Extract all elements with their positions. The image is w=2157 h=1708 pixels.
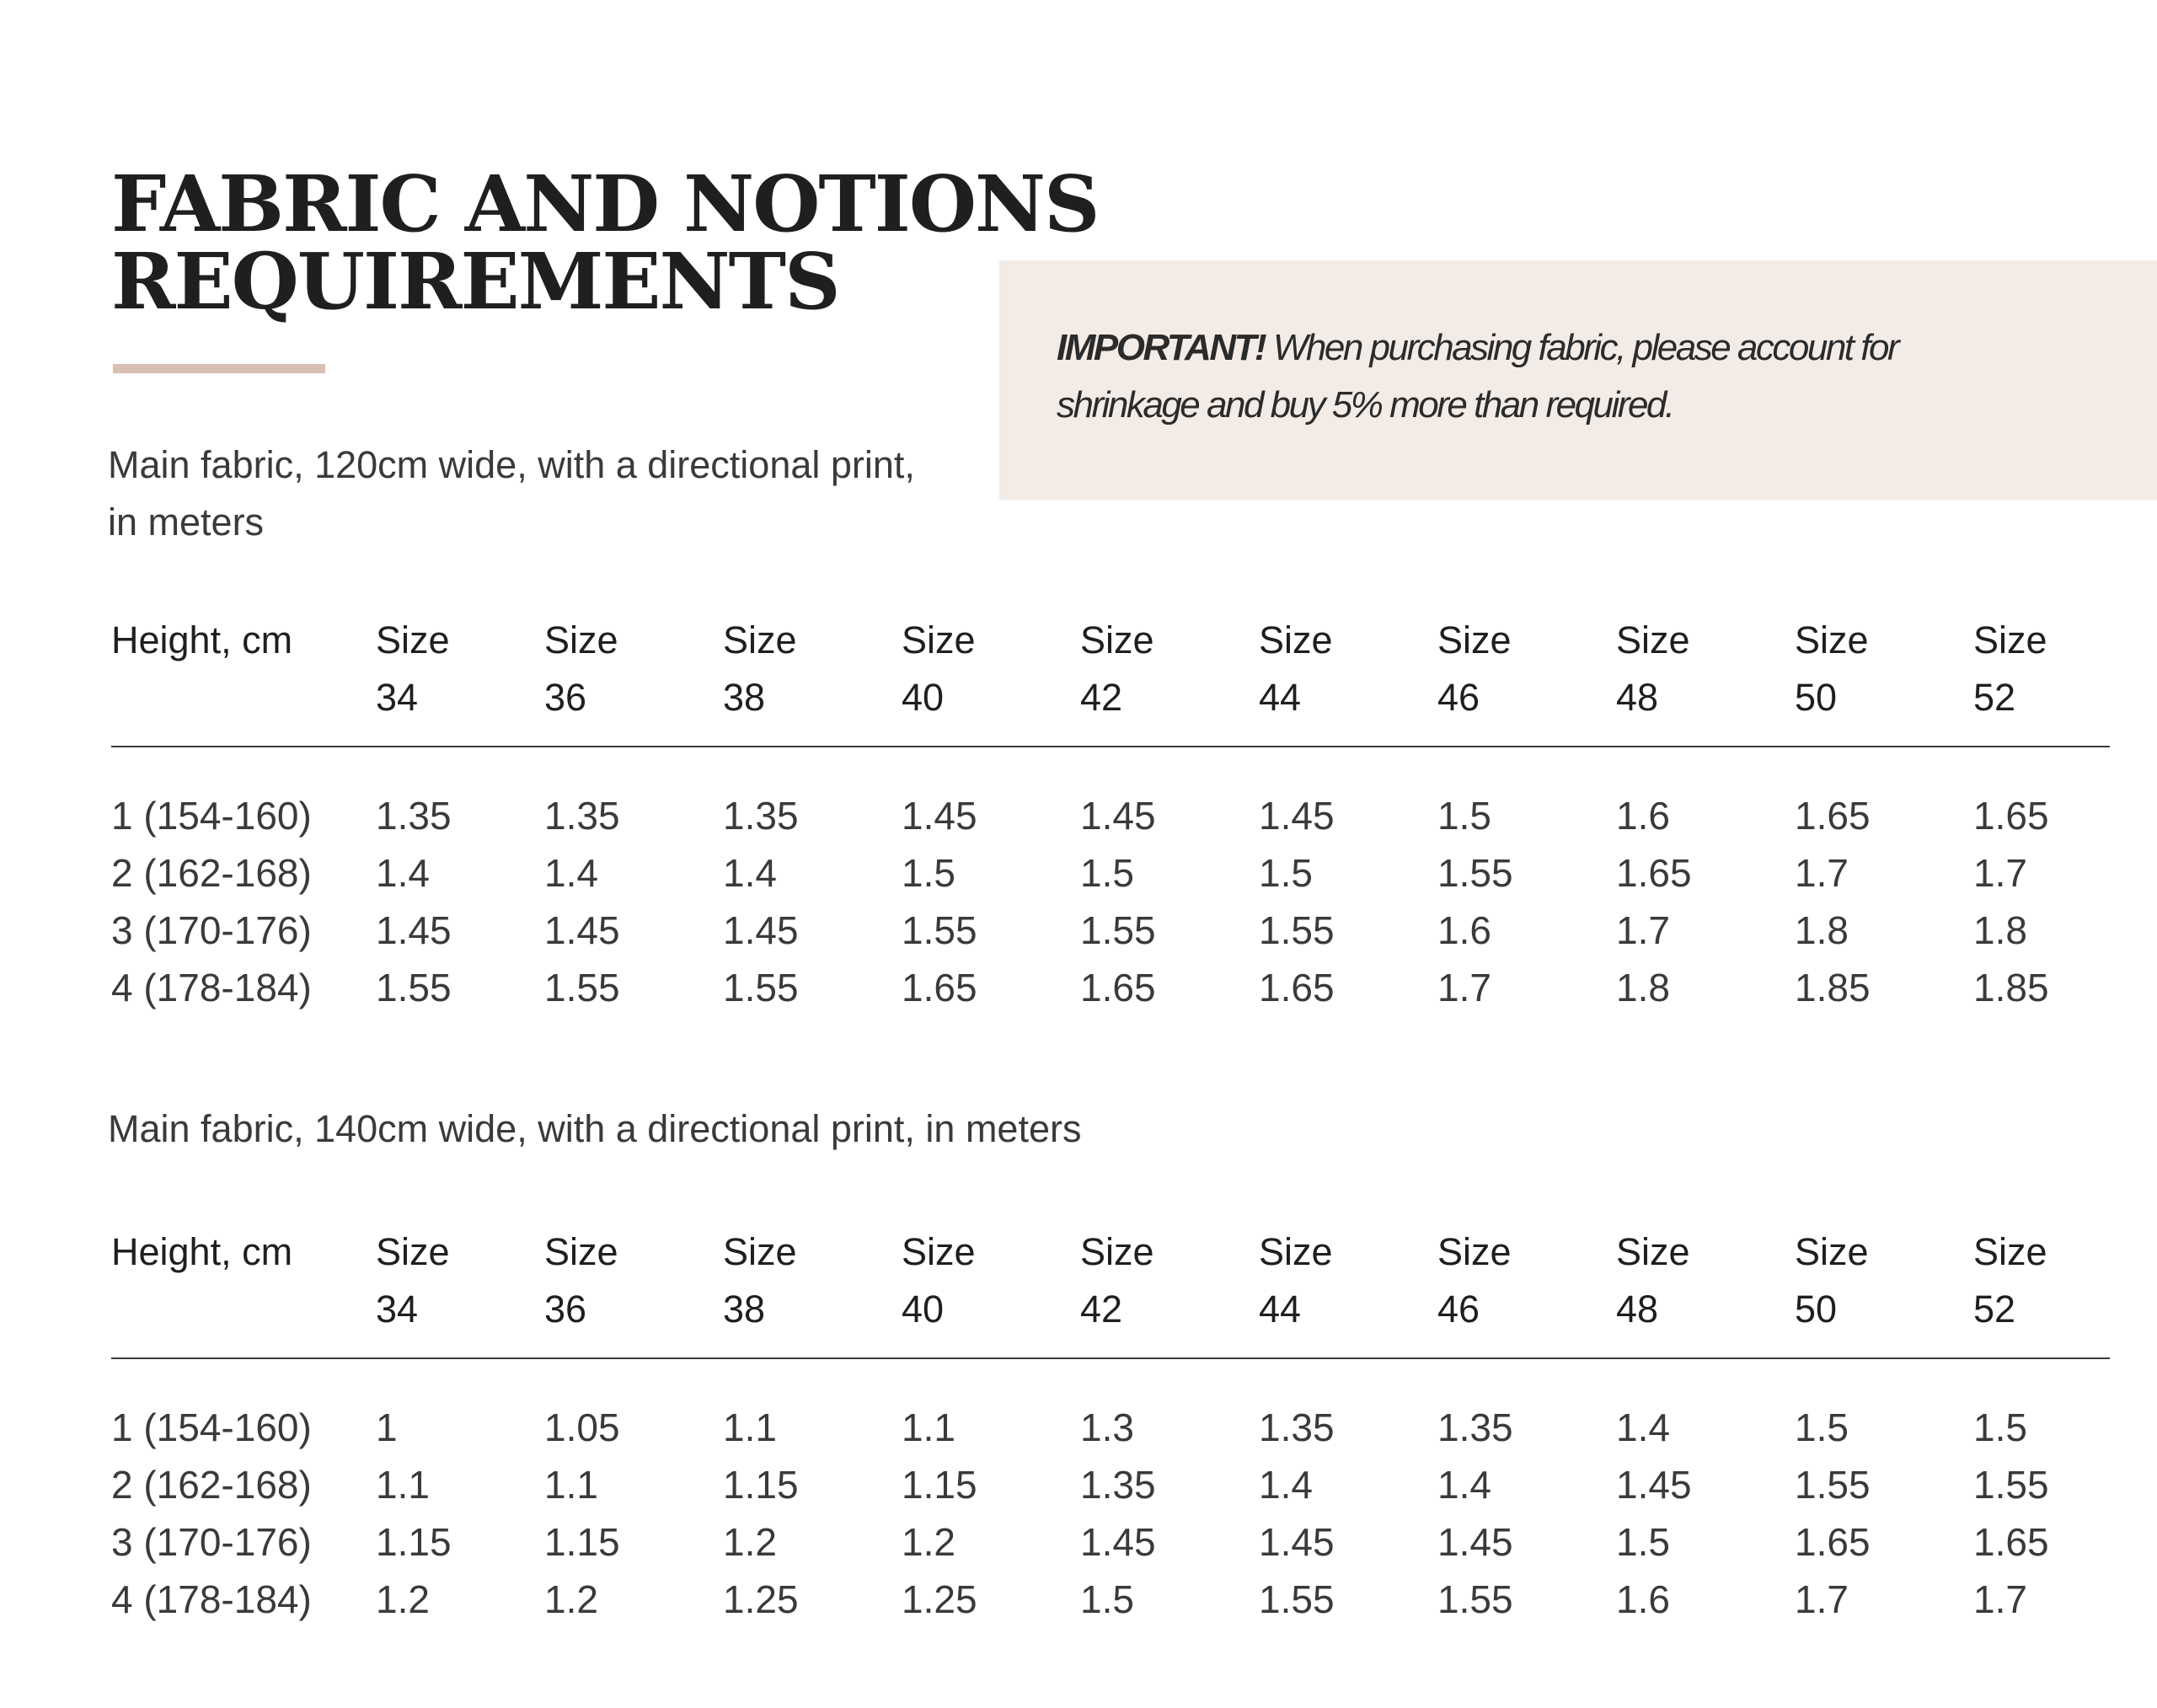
height-column-header: Height, cm bbox=[111, 1230, 293, 1273]
value-cell: 1.2 bbox=[544, 1577, 598, 1621]
size-number: 50 bbox=[1795, 676, 1838, 719]
size-number: 34 bbox=[376, 1288, 419, 1331]
size-number: 46 bbox=[1437, 676, 1480, 719]
size-word: Size bbox=[1080, 618, 1154, 661]
size-column-header bbox=[1795, 1223, 1869, 1338]
size-number: 36 bbox=[544, 1288, 587, 1331]
value-cell: 1.5 bbox=[1259, 851, 1313, 895]
size-column-header bbox=[902, 612, 976, 726]
value-cell: 1.35 bbox=[1437, 1405, 1513, 1449]
value-cell: 1.45 bbox=[1616, 1463, 1692, 1507]
size-number: 44 bbox=[1259, 1288, 1302, 1331]
important-notice-text bbox=[1057, 319, 1983, 434]
size-word: Size bbox=[1973, 1230, 2047, 1273]
size-word: Size bbox=[1795, 1230, 1869, 1273]
table-row bbox=[111, 902, 2110, 959]
size-number: 48 bbox=[1616, 1288, 1659, 1331]
value-cell: 1.25 bbox=[723, 1577, 799, 1621]
size-word: Size bbox=[1259, 618, 1333, 661]
value-cell: 1.6 bbox=[1616, 794, 1670, 838]
height-cell: 2 (162-168) bbox=[111, 851, 312, 895]
header-divider bbox=[111, 1357, 2110, 1359]
size-word: Size bbox=[544, 618, 618, 661]
table-body bbox=[111, 787, 2110, 1016]
size-word: Size bbox=[1437, 618, 1512, 661]
value-cell: 1.65 bbox=[1973, 794, 2049, 838]
size-column-header bbox=[1616, 1223, 1690, 1338]
size-word: Size bbox=[902, 1230, 976, 1273]
value-cell: 1.45 bbox=[1259, 1520, 1335, 1564]
value-cell: 1.7 bbox=[1973, 851, 2027, 895]
table-caption-120cm: Main fabric, 120cm wide, with a directional print, in meters bbox=[108, 443, 915, 543]
size-number: 38 bbox=[723, 676, 766, 719]
value-cell: 1.55 bbox=[1795, 1463, 1871, 1507]
table-row bbox=[111, 1456, 2110, 1513]
size-column-header bbox=[902, 1223, 976, 1338]
height-column-header: Height, cm bbox=[111, 618, 293, 661]
value-cell: 1.55 bbox=[723, 966, 799, 1009]
size-column-header bbox=[1973, 1223, 2047, 1338]
value-cell: 1.7 bbox=[1437, 966, 1491, 1009]
size-number: 48 bbox=[1616, 676, 1659, 719]
size-number: 44 bbox=[1259, 676, 1302, 719]
size-word: Size bbox=[723, 1230, 797, 1273]
size-word: Size bbox=[544, 1230, 618, 1273]
value-cell: 1.2 bbox=[376, 1577, 430, 1621]
value-cell: 1.4 bbox=[376, 851, 430, 895]
size-column-header bbox=[544, 1223, 618, 1338]
size-number: 42 bbox=[1080, 676, 1123, 719]
height-cell: 3 (170-176) bbox=[111, 908, 312, 952]
value-cell: 1.7 bbox=[1973, 1577, 2027, 1621]
value-cell: 1.4 bbox=[723, 851, 777, 895]
value-cell: 1.8 bbox=[1616, 966, 1670, 1009]
size-column-header bbox=[376, 612, 450, 726]
value-cell: 1.55 bbox=[1973, 1463, 2049, 1507]
size-column-header bbox=[723, 1223, 797, 1338]
size-column-header bbox=[1080, 1223, 1154, 1338]
size-column-header bbox=[1080, 612, 1154, 726]
table-body bbox=[111, 1399, 2110, 1628]
size-word: Size bbox=[723, 618, 797, 661]
value-cell: 1.65 bbox=[902, 966, 977, 1009]
value-cell: 1.5 bbox=[1080, 1577, 1134, 1621]
value-cell: 1.55 bbox=[544, 966, 620, 1009]
size-number: 50 bbox=[1795, 1288, 1838, 1331]
size-word: Size bbox=[1437, 1230, 1512, 1273]
size-number: 46 bbox=[1437, 1288, 1480, 1331]
size-number: 42 bbox=[1080, 1288, 1123, 1331]
size-number: 34 bbox=[376, 676, 419, 719]
value-cell: 1.1 bbox=[902, 1405, 955, 1449]
value-cell: 1.5 bbox=[1080, 851, 1134, 895]
size-word: Size bbox=[902, 618, 976, 661]
value-cell: 1.6 bbox=[1616, 1577, 1670, 1621]
value-cell: 1.65 bbox=[1616, 851, 1692, 895]
height-cell: 1 (154-160) bbox=[111, 794, 312, 838]
important-label: IMPORTANT! bbox=[1057, 327, 1266, 368]
value-cell: 1.55 bbox=[1437, 851, 1513, 895]
value-cell: 1.5 bbox=[1616, 1520, 1670, 1564]
value-cell: 1.45 bbox=[544, 908, 620, 952]
size-column-header bbox=[1616, 612, 1690, 726]
size-column-header bbox=[1795, 612, 1869, 726]
value-cell: 1.65 bbox=[1973, 1520, 2049, 1564]
value-cell: 1.55 bbox=[1080, 908, 1156, 952]
value-cell: 1.65 bbox=[1080, 966, 1156, 1009]
table-row bbox=[111, 959, 2110, 1016]
value-cell: 1 bbox=[376, 1405, 398, 1449]
size-word: Size bbox=[376, 1230, 450, 1273]
size-number: 52 bbox=[1973, 676, 2016, 719]
value-cell: 1.15 bbox=[723, 1463, 799, 1507]
page-title-line-2: REQUIREMENTS bbox=[111, 236, 839, 327]
table-row bbox=[111, 1399, 2110, 1456]
important-message: When purchasing fabric, please account for shrinkage and buy 5% more than required. bbox=[1057, 327, 1898, 426]
height-cell: 1 (154-160) bbox=[111, 1405, 312, 1449]
value-cell: 1.45 bbox=[1080, 1520, 1156, 1564]
size-number: 40 bbox=[902, 676, 945, 719]
table-row bbox=[111, 1513, 2110, 1571]
value-cell: 1.55 bbox=[376, 966, 452, 1009]
value-cell: 1.05 bbox=[544, 1405, 620, 1449]
value-cell: 1.15 bbox=[902, 1463, 977, 1507]
value-cell: 1.3 bbox=[1080, 1405, 1134, 1449]
table-row bbox=[111, 844, 2110, 902]
size-word: Size bbox=[376, 618, 450, 661]
value-cell: 1.35 bbox=[1080, 1463, 1156, 1507]
value-cell: 1.35 bbox=[544, 794, 620, 838]
value-cell: 1.1 bbox=[544, 1463, 598, 1507]
title-underline bbox=[113, 364, 325, 373]
size-number: 52 bbox=[1973, 1288, 2016, 1331]
value-cell: 1.65 bbox=[1259, 966, 1335, 1009]
size-word: Size bbox=[1080, 1230, 1154, 1273]
value-cell: 1.35 bbox=[1259, 1405, 1335, 1449]
value-cell: 1.55 bbox=[1259, 1577, 1335, 1621]
header-divider bbox=[111, 746, 2110, 747]
size-column-header bbox=[1259, 612, 1333, 726]
table-caption-140cm: Main fabric, 140cm wide, with a directional print, in meters bbox=[108, 1107, 1082, 1150]
value-cell: 1.8 bbox=[1795, 908, 1849, 952]
value-cell: 1.1 bbox=[376, 1463, 430, 1507]
value-cell: 1.45 bbox=[902, 794, 977, 838]
value-cell: 1.45 bbox=[1259, 794, 1335, 838]
size-number: 40 bbox=[902, 1288, 945, 1331]
value-cell: 1.5 bbox=[1973, 1405, 2027, 1449]
value-cell: 1.2 bbox=[723, 1520, 777, 1564]
value-cell: 1.7 bbox=[1795, 1577, 1849, 1621]
size-column-header bbox=[544, 612, 618, 726]
size-column-header bbox=[376, 1223, 450, 1338]
value-cell: 1.5 bbox=[1437, 794, 1491, 838]
size-word: Size bbox=[1616, 1230, 1690, 1273]
value-cell: 1.6 bbox=[1437, 908, 1491, 952]
value-cell: 1.45 bbox=[1080, 794, 1156, 838]
value-cell: 1.25 bbox=[902, 1577, 977, 1621]
value-cell: 1.15 bbox=[376, 1520, 452, 1564]
size-word: Size bbox=[1616, 618, 1690, 661]
value-cell: 1.7 bbox=[1616, 908, 1670, 952]
size-column-header bbox=[1973, 612, 2047, 726]
value-cell: 1.4 bbox=[1259, 1463, 1313, 1507]
value-cell: 1.1 bbox=[723, 1405, 777, 1449]
size-column-header bbox=[1437, 612, 1512, 726]
size-number: 36 bbox=[544, 676, 587, 719]
height-cell: 4 (178-184) bbox=[111, 1577, 312, 1621]
value-cell: 1.35 bbox=[723, 794, 799, 838]
size-word: Size bbox=[1795, 618, 1869, 661]
value-cell: 1.5 bbox=[1795, 1405, 1849, 1449]
value-cell: 1.15 bbox=[544, 1520, 620, 1564]
size-column-header bbox=[1437, 1223, 1512, 1338]
value-cell: 1.7 bbox=[1795, 851, 1849, 895]
height-cell: 3 (170-176) bbox=[111, 1520, 312, 1564]
table-row bbox=[111, 787, 2110, 844]
value-cell: 1.45 bbox=[723, 908, 799, 952]
value-cell: 1.45 bbox=[1437, 1520, 1513, 1564]
value-cell: 1.65 bbox=[1795, 1520, 1871, 1564]
important-notice-box bbox=[999, 260, 2157, 500]
size-column-header bbox=[1259, 1223, 1333, 1338]
value-cell: 1.65 bbox=[1795, 794, 1871, 838]
value-cell: 1.35 bbox=[376, 794, 452, 838]
table-row bbox=[111, 1571, 2110, 1628]
height-cell: 2 (162-168) bbox=[111, 1463, 312, 1507]
size-column-header bbox=[723, 612, 797, 726]
page-title bbox=[111, 158, 1099, 327]
value-cell: 1.8 bbox=[1973, 908, 2027, 952]
size-word: Size bbox=[1259, 1230, 1333, 1273]
value-cell: 1.85 bbox=[1973, 966, 2049, 1009]
value-cell: 1.2 bbox=[902, 1520, 955, 1564]
value-cell: 1.5 bbox=[902, 851, 955, 895]
value-cell: 1.55 bbox=[1437, 1577, 1513, 1621]
size-number: 38 bbox=[723, 1288, 766, 1331]
value-cell: 1.85 bbox=[1795, 966, 1871, 1009]
value-cell: 1.55 bbox=[902, 908, 977, 952]
height-cell: 4 (178-184) bbox=[111, 966, 312, 1009]
value-cell: 1.4 bbox=[1616, 1405, 1670, 1449]
size-word: Size bbox=[1973, 618, 2047, 661]
value-cell: 1.45 bbox=[376, 908, 452, 952]
value-cell: 1.55 bbox=[1259, 908, 1335, 952]
value-cell: 1.4 bbox=[1437, 1463, 1491, 1507]
page-title-line-1: FABRIC AND NOTIONS bbox=[111, 158, 1099, 249]
value-cell: 1.4 bbox=[544, 851, 598, 895]
